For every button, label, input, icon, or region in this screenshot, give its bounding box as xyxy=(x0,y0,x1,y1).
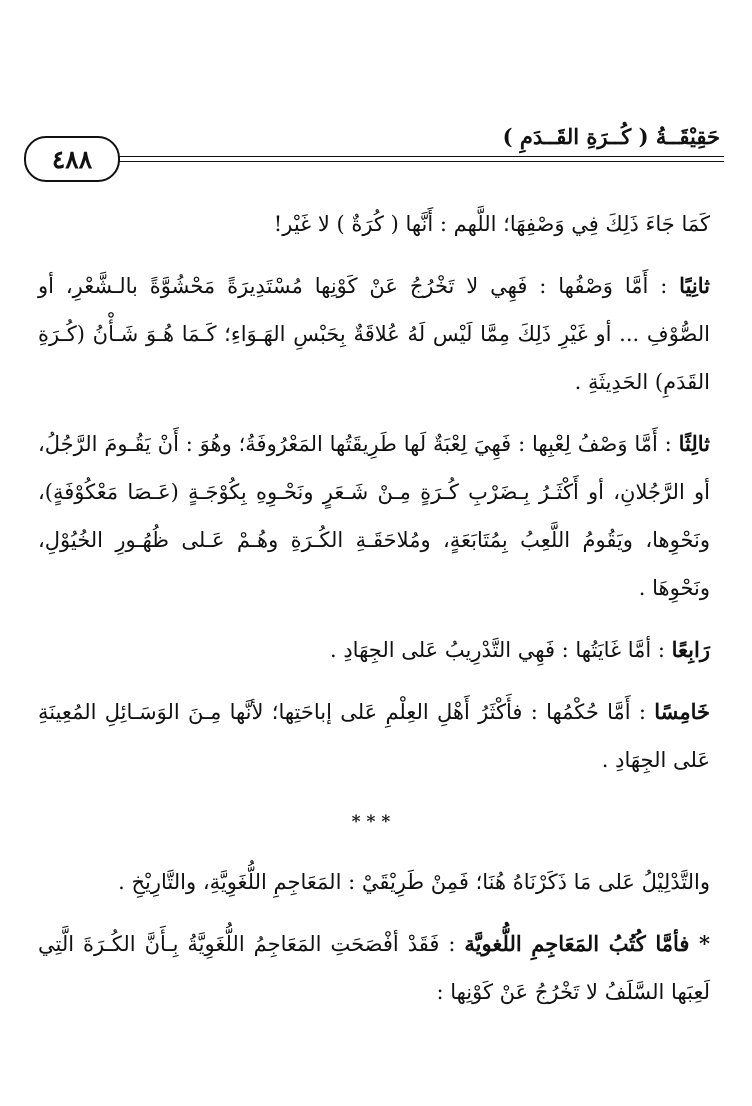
paragraph-text: كَمَا جَاءَ ذَلِكَ فِي وَصْفِهَا؛ اللَّهم : أَنَّها ( كُرَةٌ ) لا غَيْر! xyxy=(273,212,710,236)
section-separator: *** xyxy=(351,812,397,832)
paragraph xyxy=(38,626,710,674)
page-body xyxy=(38,200,710,1030)
paragraph-text: والتَّدْلِيْلُ عَلى مَا ذَكَرْنَاهُ هُنَا؛ فَمِنْ طَرِيْقَيْ : المَعَاجِمِ اللُّغَوِيَّةِ، والتَّارِيْخِ . xyxy=(118,870,710,894)
paragraph-lead: * فأمَّا كُتُبُ المَعَاجِمِ اللُّغويَّة xyxy=(464,931,710,956)
paragraph-lead: رَابِعًا xyxy=(671,637,710,662)
header-rule xyxy=(119,156,724,162)
paragraph-text: : أَمَّا وَصْفُ لِعْبِها : فَهِيَ لِعْبَةٌ لَها طَرِيقَتُها المَعْرُوفَةُ؛ وهُوَ : أَنْ يَقُـومَ الرَّجُلُ، أو الرَّجُلانِ، أو أَكْثَـرُ بِـضَرْبِ كُـرَةٍ مِـنْ شَـعَرٍ ونَحْـوِهِ بِكُوْجَـةٍ (عَـصَا مَعْكُوْفَةٍ)، ونَحْوِها، ويَقُومُ اللَّعِبُ بِمُتَابَعَةٍ، ومُلاحَقَـةِ الكُـرَةِ وهُـمْ عَـلى ظُهُـورِ الخُيُوْلِ، ونَحْوِهَا . xyxy=(38,432,710,600)
paragraph-lead: ثالِثًا xyxy=(678,431,710,456)
paragraph-text: : فَقَدْ أفْصَحَتِ المَعَاجِمُ اللُّغَوِيَّةُ بِـأَنَّ الكُـرَةَ الَّتِي لَعِبَها السَّلَفُ لا تَخْرُجُ عَنْ كَوْنِها : xyxy=(38,932,710,1004)
paragraph-text: : أمَّا غَايَتُها : فَهِي التَّدْرِيبُ عَلى الجِهَادِ . xyxy=(329,638,672,662)
paragraph-text: : أَمَّا وَصْفُها : فَهِي لا تَخْرُجُ عَنْ كَوْنِها مُسْتَدِيرَةً مَحْشُوَّةً بالـشَّعْرِ، أو الصُّوْفِ ... أو غَيْرِ ذَلِكَ مِمَّا لَيْس لَهُ عُلاقَةٌ بِحَبْسِ الهَـوَاءِ؛ كَـمَا هُـوَ شَـأْنُ (كُـرَةِ القَدَمِ) الحَدِيثَةِ . xyxy=(38,274,710,394)
paragraph xyxy=(38,858,710,906)
paragraph-text: : أَمَّا حُكْمُها : فأَكْثَرُ أَهْلِ العِلْمِ عَلى إباحَتِها؛ لأنَّها مِـنَ الوَسَـائِلِ المُعِينَةِ عَلى الجِهَادِ . xyxy=(38,700,710,772)
paragraph-lead: ثانِيًا xyxy=(679,273,710,298)
paragraph xyxy=(38,920,710,1016)
paragraph xyxy=(38,262,710,406)
paragraph xyxy=(38,420,710,612)
paragraph xyxy=(38,200,710,248)
paragraph xyxy=(38,688,710,784)
running-title: حَقِيْقَــةُ ( كُــرَةِ القَــدَمِ ) xyxy=(502,124,720,149)
page-header xyxy=(24,112,724,176)
page-number: ٤٨٨ xyxy=(24,136,120,182)
paragraph-lead: خَامِسًا xyxy=(654,699,710,724)
